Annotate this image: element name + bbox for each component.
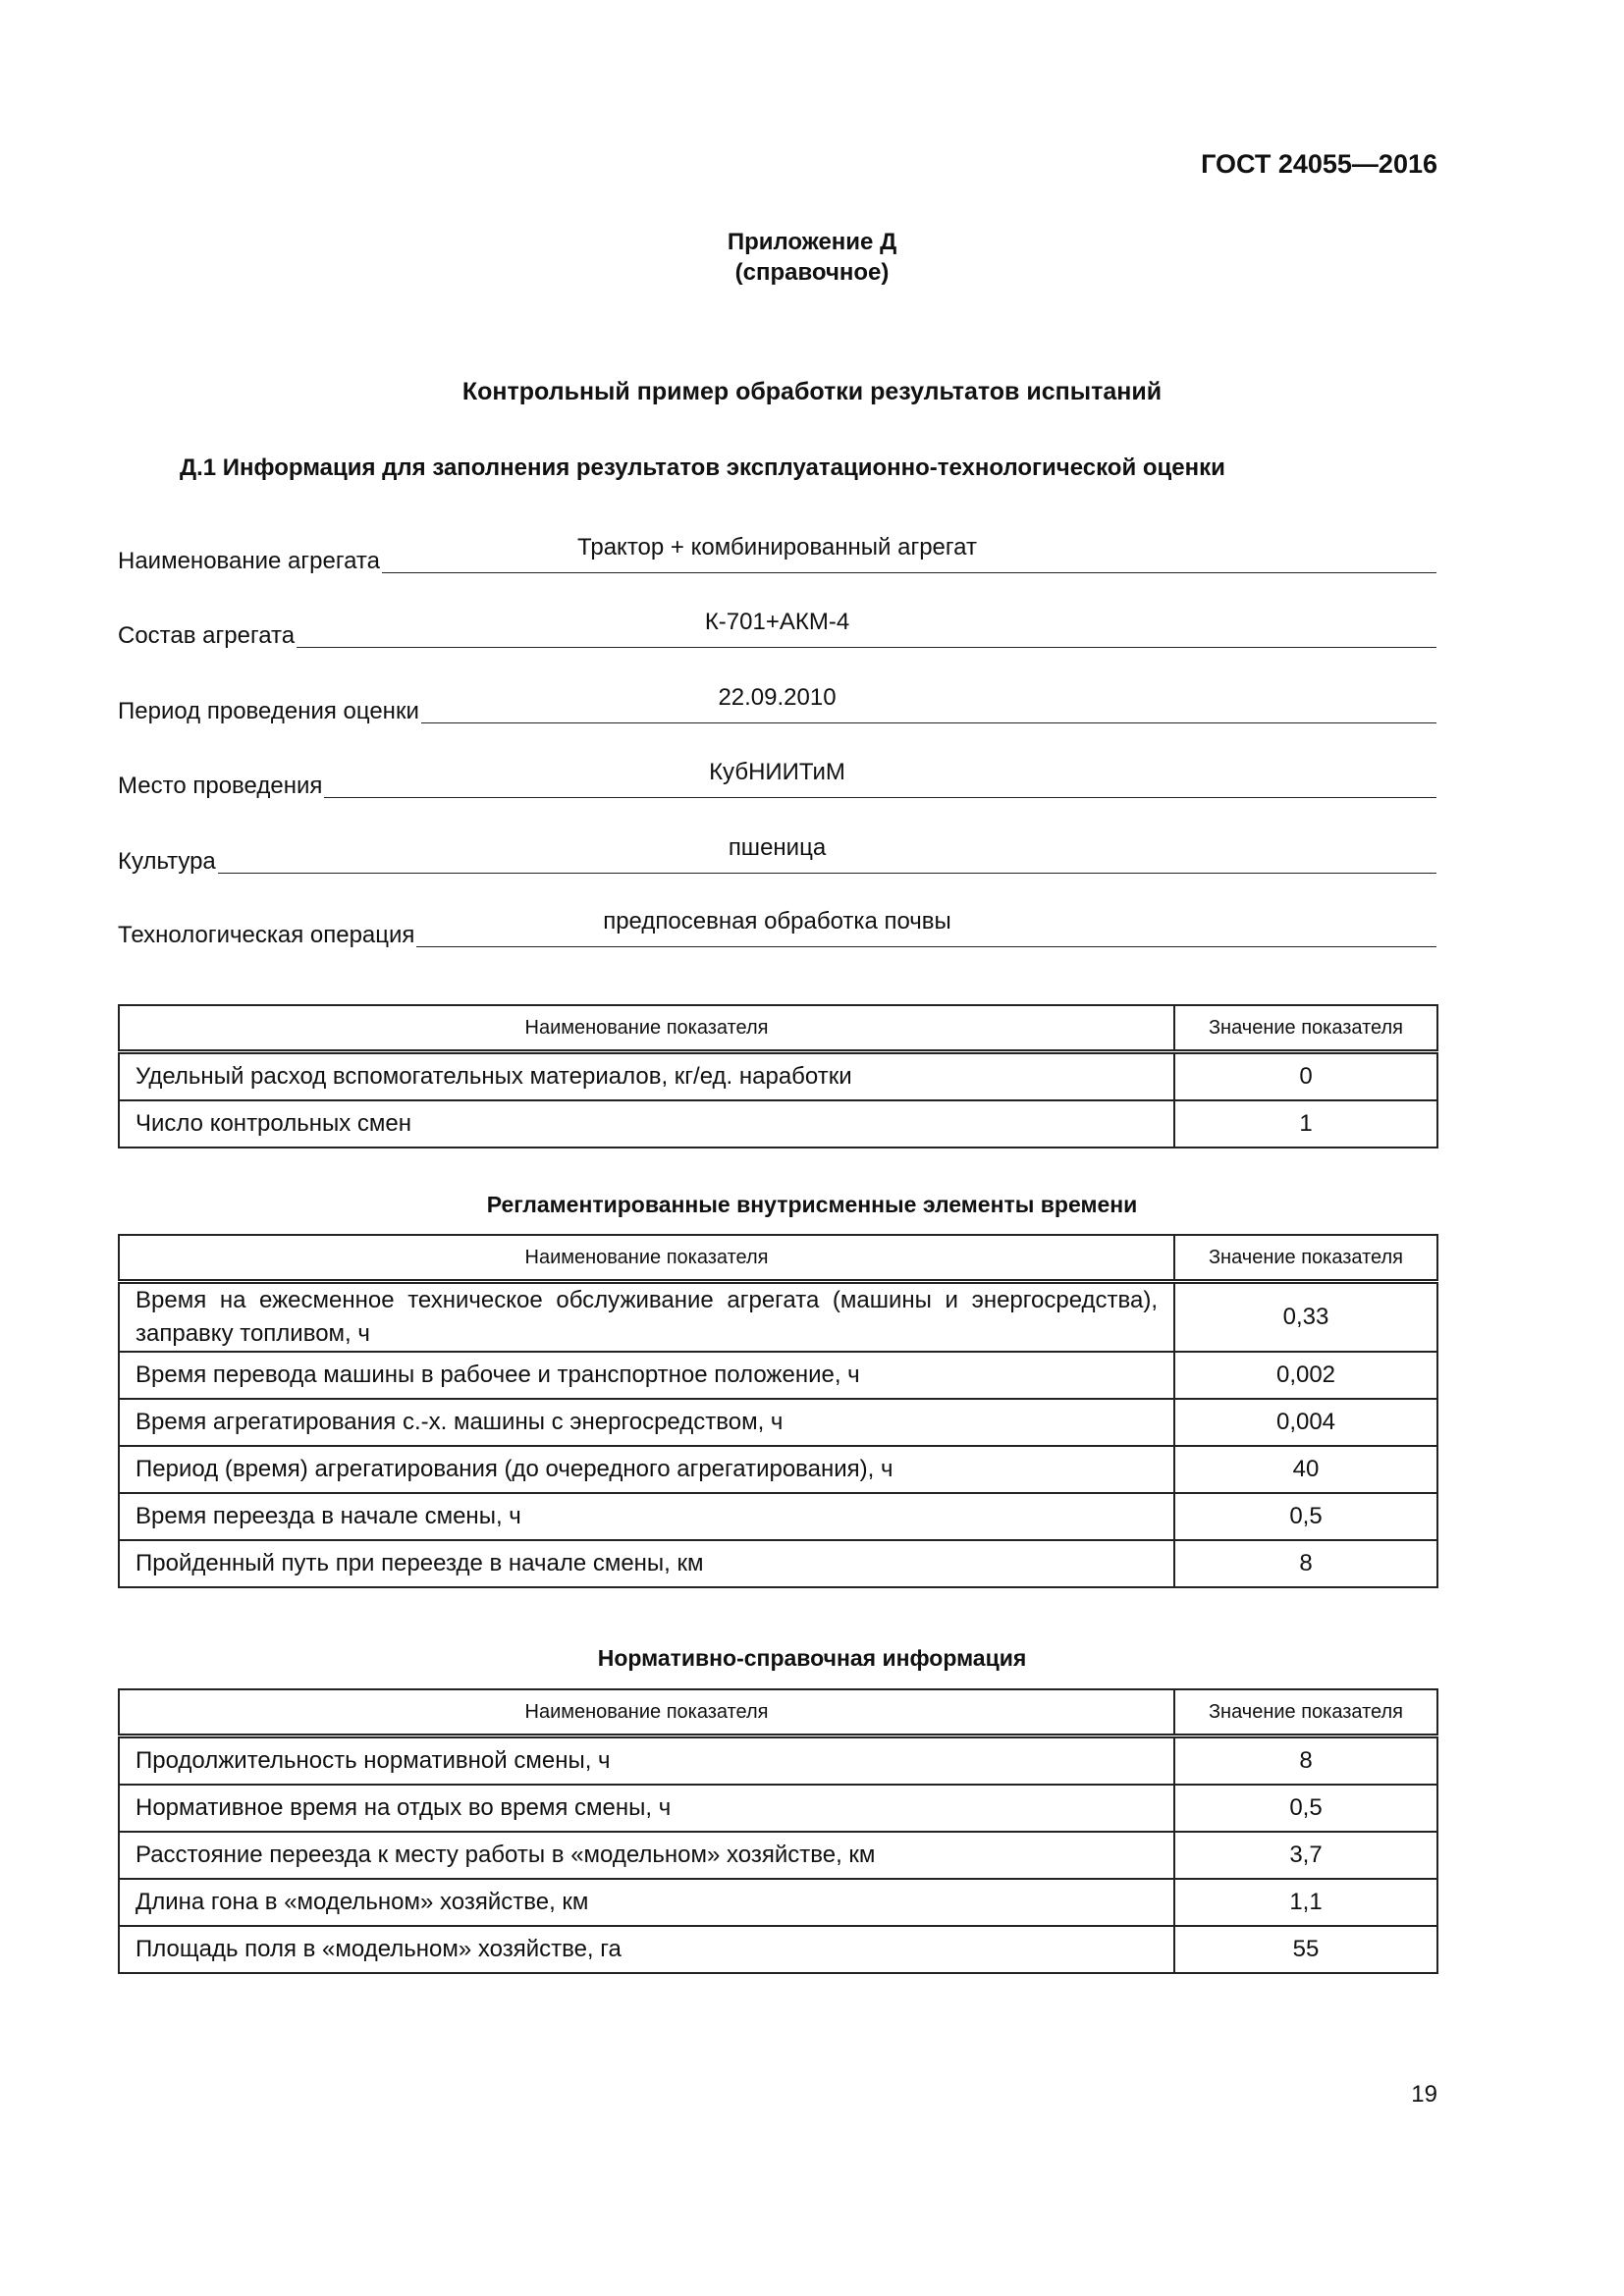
indicator-table — [118, 1004, 1438, 1148]
table-row — [119, 1540, 1437, 1587]
main-title: Контрольный пример обработки результатов испытаний — [461, 378, 1163, 405]
column-header-value: Значение показателя — [1174, 1689, 1437, 1736]
table-header-row — [119, 1005, 1437, 1052]
section-d1-heading: Д.1 Информация для заполнения результатов эксплуатационно-технологической оценки — [180, 454, 1225, 481]
indicator-value: 1,1 — [1174, 1879, 1437, 1926]
appendix-title: Приложение Д — [727, 229, 897, 255]
indicator-name: Расстояние переезда к месту работы в «модельном» хозяйстве, км — [119, 1832, 1174, 1879]
indicator-table — [118, 1234, 1438, 1588]
table-title: Нормативно-справочная информация — [597, 1645, 1027, 1671]
field-label: Период проведения оценки — [118, 698, 419, 724]
indicator-value: 1 — [1174, 1100, 1437, 1148]
field-value: пшеница — [728, 834, 827, 861]
field-label: Технологическая операция — [118, 922, 415, 948]
form-field — [118, 534, 1436, 575]
table-title: Регламентированные внутрисменные элементы времени — [486, 1192, 1138, 1217]
table-row — [119, 1832, 1437, 1879]
table-row — [119, 1352, 1437, 1399]
column-header-name: Наименование показателя — [119, 1235, 1174, 1282]
appendix-subtitle: (справочное) — [734, 259, 890, 286]
standard-number: ГОСТ 24055—2016 — [1201, 149, 1437, 179]
table-row — [119, 1879, 1437, 1926]
indicator-value: 3,7 — [1174, 1832, 1437, 1879]
indicator-name: Длина гона в «модельном» хозяйстве, км — [119, 1879, 1174, 1926]
field-label: Наименование агрегата — [118, 548, 380, 574]
column-header-name: Наименование показателя — [119, 1005, 1174, 1052]
field-value: предпосевная обработка почвы — [603, 908, 951, 934]
form-field — [118, 908, 1436, 949]
indicator-value: 8 — [1174, 1736, 1437, 1786]
underline — [118, 647, 1436, 648]
indicator-name: Время агрегатирования с.-х. машины с энергосредством, ч — [119, 1399, 1174, 1446]
indicator-name: Число контрольных смен — [119, 1100, 1174, 1148]
table-row — [119, 1100, 1437, 1148]
indicator-name: Время на ежесменное техническое обслуживание агрегата (машины и энергосредства), заправку топливом, ч — [119, 1282, 1174, 1353]
field-value: К-701+АКМ-4 — [704, 609, 850, 635]
column-header-value: Значение показателя — [1174, 1235, 1437, 1282]
indicator-table — [118, 1688, 1438, 1974]
indicator-name: Время переезда в начале смены, ч — [119, 1493, 1174, 1540]
table-row — [119, 1282, 1437, 1353]
field-label: Культура — [118, 848, 216, 875]
field-value: 22.09.2010 — [718, 684, 837, 711]
indicator-name: Удельный расход вспомогательных материалов, кг/ед. наработки — [119, 1052, 1174, 1101]
form-field — [118, 609, 1436, 650]
indicator-value: 0,5 — [1174, 1493, 1437, 1540]
indicator-value: 8 — [1174, 1540, 1437, 1587]
page-number: 19 — [1411, 2081, 1437, 2108]
table-header-row — [119, 1689, 1437, 1736]
indicator-value: 0,004 — [1174, 1399, 1437, 1446]
column-header-name: Наименование показателя — [119, 1689, 1174, 1736]
form-field — [118, 684, 1436, 725]
table-row — [119, 1736, 1437, 1786]
table-row — [119, 1493, 1437, 1540]
table-header-row — [119, 1235, 1437, 1282]
indicator-value: 40 — [1174, 1446, 1437, 1493]
indicator-value: 0,002 — [1174, 1352, 1437, 1399]
form-field — [118, 759, 1436, 800]
field-label: Состав агрегата — [118, 622, 296, 649]
table-row — [119, 1052, 1437, 1101]
underline — [118, 873, 1436, 874]
table-row — [119, 1785, 1437, 1832]
field-label: Место проведения — [118, 773, 323, 799]
table-row — [119, 1399, 1437, 1446]
column-header-value: Значение показателя — [1174, 1005, 1437, 1052]
field-value: Трактор + комбинированный агрегат — [577, 534, 977, 561]
indicator-name: Нормативное время на отдых во время смены, ч — [119, 1785, 1174, 1832]
form-field — [118, 834, 1436, 876]
indicator-value: 0,33 — [1174, 1282, 1437, 1353]
table-row — [119, 1926, 1437, 1973]
indicator-name: Период (время) агрегатирования (до очередного агрегатирования), ч — [119, 1446, 1174, 1493]
indicator-name: Продолжительность нормативной смены, ч — [119, 1736, 1174, 1786]
field-value: КубНИИТиМ — [709, 759, 845, 785]
indicator-value: 0 — [1174, 1052, 1437, 1101]
indicator-name: Площадь поля в «модельном» хозяйстве, га — [119, 1926, 1174, 1973]
indicator-name: Время перевода машины в рабочее и транспортное положение, ч — [119, 1352, 1174, 1399]
indicator-value: 0,5 — [1174, 1785, 1437, 1832]
table-row — [119, 1446, 1437, 1493]
indicator-name: Пройденный путь при переезде в начале смены, км — [119, 1540, 1174, 1587]
indicator-value: 55 — [1174, 1926, 1437, 1973]
